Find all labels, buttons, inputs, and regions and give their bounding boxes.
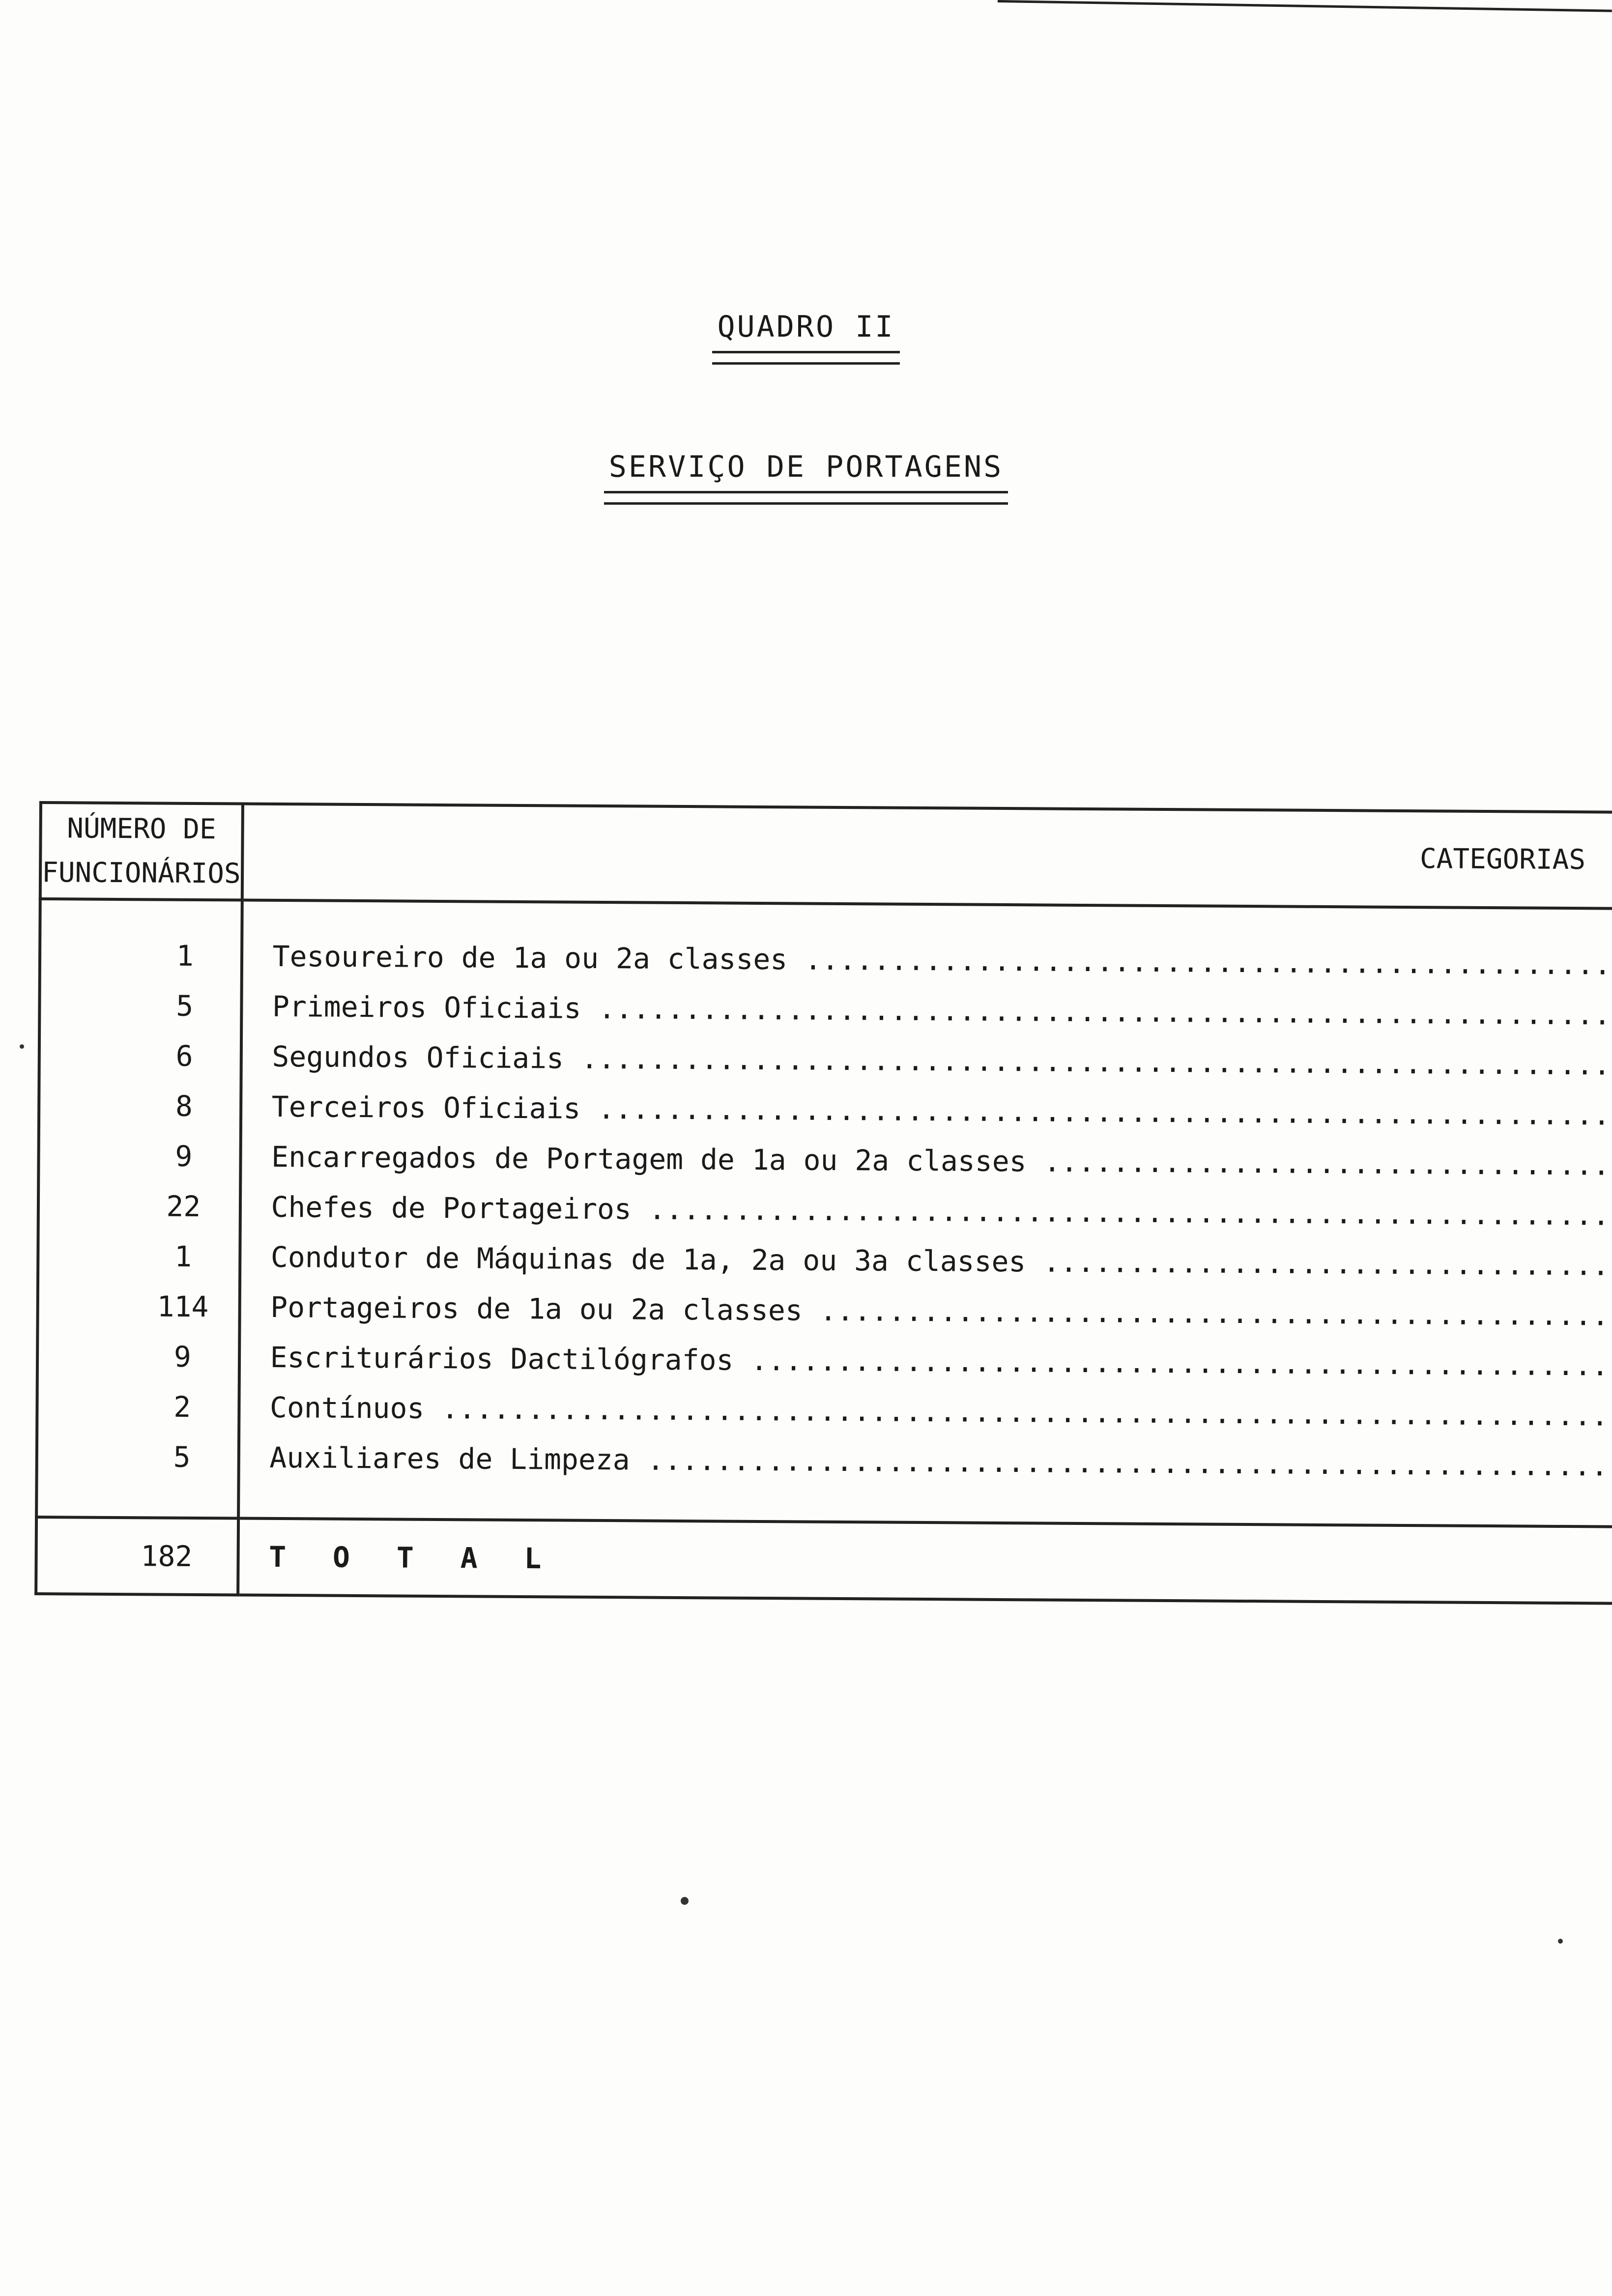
count-cell: 9 [175,1139,193,1173]
dot-leader [1026,1245,1612,1289]
category-column [238,900,1612,1534]
category-label: Chefes de Portageiros [271,1190,632,1226]
ink-speck [20,1044,24,1049]
page-subheading [0,450,1612,493]
count-cell: 9 [173,1340,192,1374]
dot-leader [803,1294,1612,1338]
category-label: Primeiros Oficiais [272,989,581,1025]
dot-leader [424,1392,1612,1436]
page-heading [0,310,1612,353]
count-cell: 2 [173,1390,191,1424]
dot-leader [580,1092,1612,1136]
dot-leader [630,1443,1612,1487]
dot-leader [581,992,1612,1036]
category-label: Contínuos [269,1390,425,1425]
dot-leader [564,1042,1612,1086]
subheading-text: SERVIÇO DE PORTAGENS [604,450,1008,493]
category-label: Tesoureiro de 1a ou 2a classes [272,939,788,976]
count-cell: 114 [157,1290,209,1324]
count-column [36,899,242,1518]
staff-table [34,801,1612,1613]
dot-leader [632,1192,1612,1236]
count-list [38,900,240,1502]
scan-edge-line [998,0,1612,12]
total-label: T O T A L [238,1518,1612,1611]
count-cell: 22 [166,1189,201,1224]
category-label: Portageiros de 1a ou 2a classes [270,1290,803,1327]
category-list [240,902,1612,1518]
category-cell [240,1433,1612,1498]
heading-text: QUADRO II [712,310,899,353]
category-label: Segundos Oficiais [272,1039,564,1075]
header-count: NÚMERO DE FUNCIONÁRIOS [40,803,243,900]
count-cell: 6 [175,1039,193,1073]
header-category: CATEGORIAS [242,804,1612,916]
dot-leader [787,943,1612,987]
ink-speck [681,1897,689,1905]
count-cell: 5 [173,1440,191,1474]
category-label: Condutor de Máquinas de 1a, 2a ou 3a classes [270,1240,1026,1279]
count-cell: 1 [174,1239,192,1273]
ink-speck [1558,1939,1563,1944]
count-cell: 5 [176,989,194,1023]
category-label: Encarregados de Portagem de 1a ou 2a classes [271,1140,1027,1178]
category-label: Terceiros Oficiais [271,1090,581,1125]
dot-leader [1026,1145,1612,1189]
table-header-row [40,803,1612,917]
table-body-row [36,899,1612,1535]
category-label: Escriturários Dactilógrafos [270,1340,734,1377]
total-row [36,1517,1612,1611]
category-label: Auxiliares de Limpeza [269,1440,630,1477]
dot-leader [733,1344,1612,1388]
count-cell: 8 [175,1089,193,1123]
total-count: 182 [36,1517,238,1595]
count-cell: 1 [176,939,194,973]
